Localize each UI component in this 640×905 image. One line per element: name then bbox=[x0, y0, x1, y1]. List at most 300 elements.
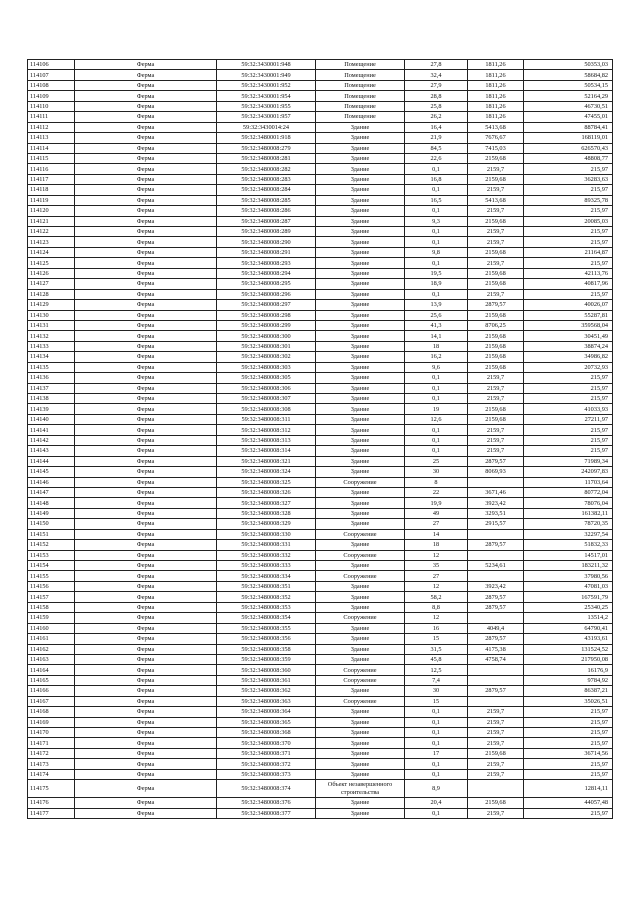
cadastral-number-cell: 59:32:3480001:918 bbox=[217, 133, 316, 143]
table-row bbox=[28, 310, 613, 320]
row-number-cell: 114170 bbox=[28, 728, 75, 738]
cadastral-number-cell: 59:32:3480008:327 bbox=[217, 498, 316, 508]
area-cell: 14,1 bbox=[405, 331, 468, 341]
object-type-cell: Здание bbox=[316, 362, 405, 372]
cadastral-value-cell: 215,97 bbox=[524, 425, 613, 435]
unit-value-cell: 5413,68 bbox=[468, 122, 524, 132]
cadastral-value-cell: 215,97 bbox=[524, 206, 613, 216]
table-body bbox=[28, 60, 613, 819]
cadastral-number-cell: 59:32:3480008:364 bbox=[217, 707, 316, 717]
area-cell: 25,8 bbox=[405, 101, 468, 111]
object-type-cell: Объект незавершенного строительства bbox=[316, 780, 405, 798]
row-number-cell: 114159 bbox=[28, 613, 75, 623]
cadastral-number-cell: 59:32:3480008:328 bbox=[217, 508, 316, 518]
object-type-cell: Здание bbox=[316, 508, 405, 518]
row-number-cell: 114109 bbox=[28, 91, 75, 101]
unit-value-cell: 2159,7 bbox=[468, 206, 524, 216]
unit-value-cell: 4049,4 bbox=[468, 623, 524, 633]
object-type-cell: Здание bbox=[316, 310, 405, 320]
unit-value-cell: 2159,68 bbox=[468, 404, 524, 414]
cadastral-number-cell: 59:32:3480008:371 bbox=[217, 748, 316, 758]
row-number-cell: 114148 bbox=[28, 498, 75, 508]
area-cell: 21,9 bbox=[405, 133, 468, 143]
table-row bbox=[28, 798, 613, 808]
cadastral-value-cell: 215,97 bbox=[524, 707, 613, 717]
row-number-cell: 114106 bbox=[28, 60, 75, 70]
object-name-cell: Ферма bbox=[75, 80, 217, 90]
object-type-cell: Здание bbox=[316, 602, 405, 612]
row-number-cell: 114133 bbox=[28, 341, 75, 351]
cadastral-value-cell: 21164,87 bbox=[524, 247, 613, 257]
object-name-cell: Ферма bbox=[75, 414, 217, 424]
cadastral-number-cell: 59:32:3480008:361 bbox=[217, 675, 316, 685]
object-name-cell: Ферма bbox=[75, 717, 217, 727]
document-page bbox=[27, 59, 612, 819]
object-name-cell: Ферма bbox=[75, 122, 217, 132]
table-row bbox=[28, 206, 613, 216]
cadastral-value-cell: 215,97 bbox=[524, 394, 613, 404]
cadastral-number-cell: 59:32:3480008:329 bbox=[217, 519, 316, 529]
cadastral-value-cell: 78720,35 bbox=[524, 519, 613, 529]
object-type-cell: Сооружение bbox=[316, 613, 405, 623]
cadastral-value-cell: 626570,43 bbox=[524, 143, 613, 153]
object-name-cell: Ферма bbox=[75, 696, 217, 706]
object-name-cell: Ферма bbox=[75, 227, 217, 237]
object-name-cell: Ферма bbox=[75, 581, 217, 591]
object-type-cell: Помещение bbox=[316, 60, 405, 70]
area-cell: 0,1 bbox=[405, 759, 468, 769]
table-row bbox=[28, 665, 613, 675]
object-type-cell: Здание bbox=[316, 404, 405, 414]
cadastral-value-cell: 215,97 bbox=[524, 164, 613, 174]
object-name-cell: Ферма bbox=[75, 728, 217, 738]
unit-value-cell: 2879,57 bbox=[468, 540, 524, 550]
table-row bbox=[28, 686, 613, 696]
cadastral-number-cell: 59:32:3480008:289 bbox=[217, 227, 316, 237]
object-type-cell: Здание bbox=[316, 759, 405, 769]
unit-value-cell: 2159,7 bbox=[468, 383, 524, 393]
table-row bbox=[28, 122, 613, 132]
table-row bbox=[28, 331, 613, 341]
object-name-cell: Ферма bbox=[75, 644, 217, 654]
cadastral-value-cell: 52164,29 bbox=[524, 91, 613, 101]
object-name-cell: Ферма bbox=[75, 112, 217, 122]
cadastral-number-cell: 59:32:3480008:362 bbox=[217, 686, 316, 696]
table-row bbox=[28, 571, 613, 581]
cadastral-number-cell: 59:32:3480008:363 bbox=[217, 696, 316, 706]
unit-value-cell: 4175,38 bbox=[468, 644, 524, 654]
object-type-cell: Здание bbox=[316, 133, 405, 143]
row-number-cell: 114154 bbox=[28, 561, 75, 571]
cadastral-number-cell: 59:32:3480008:321 bbox=[217, 456, 316, 466]
cadastral-number-cell: 59:32:3430001:957 bbox=[217, 112, 316, 122]
object-type-cell: Здание bbox=[316, 164, 405, 174]
cadastral-value-cell: 64790,41 bbox=[524, 623, 613, 633]
cadastral-number-cell: 59:32:3480008:312 bbox=[217, 425, 316, 435]
object-name-cell: Ферма bbox=[75, 634, 217, 644]
object-name-cell: Ферма bbox=[75, 164, 217, 174]
unit-value-cell bbox=[468, 477, 524, 487]
table-row bbox=[28, 592, 613, 602]
unit-value-cell: 3923,42 bbox=[468, 581, 524, 591]
unit-value-cell: 2159,7 bbox=[468, 227, 524, 237]
object-type-cell: Здание bbox=[316, 686, 405, 696]
cadastral-number-cell: 59:32:3480008:286 bbox=[217, 206, 316, 216]
unit-value-cell: 2159,68 bbox=[468, 310, 524, 320]
table-row bbox=[28, 425, 613, 435]
cadastral-number-cell: 59:32:3480008:376 bbox=[217, 798, 316, 808]
row-number-cell: 114108 bbox=[28, 80, 75, 90]
table-row bbox=[28, 550, 613, 560]
object-type-cell: Здание bbox=[316, 394, 405, 404]
cadastral-value-cell: 20085,03 bbox=[524, 216, 613, 226]
cadastral-value-cell: 215,97 bbox=[524, 373, 613, 383]
table-row bbox=[28, 247, 613, 257]
table-row bbox=[28, 320, 613, 330]
row-number-cell: 114168 bbox=[28, 707, 75, 717]
cadastral-number-cell: 59:32:3480008:281 bbox=[217, 153, 316, 163]
cadastral-value-cell: 27211,97 bbox=[524, 414, 613, 424]
area-cell: 19 bbox=[405, 404, 468, 414]
cadastral-number-cell: 59:32:3480008:358 bbox=[217, 644, 316, 654]
object-name-cell: Ферма bbox=[75, 394, 217, 404]
area-cell: 16,2 bbox=[405, 352, 468, 362]
cadastral-value-cell: 47455,01 bbox=[524, 112, 613, 122]
object-name-cell: Ферма bbox=[75, 748, 217, 758]
cadastral-value-cell: 215,97 bbox=[524, 769, 613, 779]
area-cell: 25 bbox=[405, 456, 468, 466]
cadastral-number-cell: 59:32:3480008:294 bbox=[217, 268, 316, 278]
object-type-cell: Здание bbox=[316, 216, 405, 226]
object-name-cell: Ферма bbox=[75, 341, 217, 351]
table-row bbox=[28, 268, 613, 278]
object-type-cell: Здание bbox=[316, 487, 405, 497]
cadastral-value-cell: 34986,82 bbox=[524, 352, 613, 362]
object-type-cell: Помещение bbox=[316, 91, 405, 101]
row-number-cell: 114124 bbox=[28, 247, 75, 257]
table-row bbox=[28, 101, 613, 111]
area-cell: 0,1 bbox=[405, 383, 468, 393]
row-number-cell: 114146 bbox=[28, 477, 75, 487]
area-cell: 0,1 bbox=[405, 707, 468, 717]
table-row bbox=[28, 581, 613, 591]
unit-value-cell: 2879,57 bbox=[468, 634, 524, 644]
object-type-cell: Здание bbox=[316, 320, 405, 330]
row-number-cell: 114172 bbox=[28, 748, 75, 758]
area-cell: 14 bbox=[405, 529, 468, 539]
area-cell: 25,6 bbox=[405, 310, 468, 320]
row-number-cell: 114153 bbox=[28, 550, 75, 560]
object-type-cell: Здание bbox=[316, 644, 405, 654]
cadastral-value-cell: 32297,54 bbox=[524, 529, 613, 539]
unit-value-cell: 2159,7 bbox=[468, 728, 524, 738]
unit-value-cell: 2159,68 bbox=[468, 279, 524, 289]
object-name-cell: Ферма bbox=[75, 665, 217, 675]
table-row bbox=[28, 707, 613, 717]
area-cell: 8,9 bbox=[405, 780, 468, 798]
unit-value-cell: 2159,68 bbox=[468, 216, 524, 226]
cadastral-number-cell: 59:32:3480008:331 bbox=[217, 540, 316, 550]
area-cell: 30 bbox=[405, 686, 468, 696]
object-name-cell: Ферма bbox=[75, 456, 217, 466]
cadastral-value-cell: 183211,32 bbox=[524, 561, 613, 571]
cadastral-number-cell: 59:32:3480008:302 bbox=[217, 352, 316, 362]
area-cell: 26,2 bbox=[405, 112, 468, 122]
area-cell: 32,4 bbox=[405, 70, 468, 80]
unit-value-cell bbox=[468, 696, 524, 706]
area-cell: 16 bbox=[405, 623, 468, 633]
table-row bbox=[28, 279, 613, 289]
object-name-cell: Ферма bbox=[75, 404, 217, 414]
cadastral-number-cell: 59:32:3480008:325 bbox=[217, 477, 316, 487]
unit-value-cell: 1811,26 bbox=[468, 60, 524, 70]
cadastral-value-cell: 167591,79 bbox=[524, 592, 613, 602]
unit-value-cell: 2159,7 bbox=[468, 808, 524, 818]
table-row bbox=[28, 133, 613, 143]
table-row bbox=[28, 153, 613, 163]
cadastral-number-cell: 59:32:3480008:307 bbox=[217, 394, 316, 404]
area-cell: 27 bbox=[405, 571, 468, 581]
object-name-cell: Ферма bbox=[75, 477, 217, 487]
table-row bbox=[28, 623, 613, 633]
unit-value-cell: 2159,68 bbox=[468, 341, 524, 351]
unit-value-cell: 3671,46 bbox=[468, 487, 524, 497]
object-type-cell: Сооружение bbox=[316, 696, 405, 706]
row-number-cell: 114121 bbox=[28, 216, 75, 226]
object-type-cell: Здание bbox=[316, 435, 405, 445]
unit-value-cell: 4758,74 bbox=[468, 654, 524, 664]
cadastral-number-cell: 59:32:3480008:353 bbox=[217, 602, 316, 612]
area-cell: 0,1 bbox=[405, 258, 468, 268]
object-name-cell: Ферма bbox=[75, 675, 217, 685]
object-name-cell: Ферма bbox=[75, 216, 217, 226]
cadastral-value-cell: 215,97 bbox=[524, 227, 613, 237]
unit-value-cell: 8706,25 bbox=[468, 320, 524, 330]
object-name-cell: Ферма bbox=[75, 133, 217, 143]
area-cell: 0,1 bbox=[405, 446, 468, 456]
object-type-cell: Здание bbox=[316, 153, 405, 163]
cadastral-number-cell: 59:32:3480008:301 bbox=[217, 341, 316, 351]
table-row bbox=[28, 634, 613, 644]
row-number-cell: 114135 bbox=[28, 362, 75, 372]
area-cell: 9,3 bbox=[405, 216, 468, 226]
cadastral-value-cell: 215,97 bbox=[524, 717, 613, 727]
unit-value-cell bbox=[468, 665, 524, 675]
object-type-cell: Сооружение bbox=[316, 529, 405, 539]
object-name-cell: Ферма bbox=[75, 289, 217, 299]
object-name-cell: Ферма bbox=[75, 540, 217, 550]
object-name-cell: Ферма bbox=[75, 686, 217, 696]
table-row bbox=[28, 780, 613, 798]
table-row bbox=[28, 70, 613, 80]
unit-value-cell bbox=[468, 550, 524, 560]
table-row bbox=[28, 174, 613, 184]
row-number-cell: 114128 bbox=[28, 289, 75, 299]
area-cell: 28,8 bbox=[405, 91, 468, 101]
object-type-cell: Сооружение bbox=[316, 550, 405, 560]
cadastral-value-cell: 215,97 bbox=[524, 185, 613, 195]
row-number-cell: 114112 bbox=[28, 122, 75, 132]
cadastral-number-cell: 59:32:3480008:300 bbox=[217, 331, 316, 341]
cadastral-number-cell: 59:32:3480008:334 bbox=[217, 571, 316, 581]
object-type-cell: Помещение bbox=[316, 70, 405, 80]
cadastral-value-cell: 89325,78 bbox=[524, 195, 613, 205]
cadastral-value-cell: 215,97 bbox=[524, 435, 613, 445]
object-type-cell: Здание bbox=[316, 237, 405, 247]
object-name-cell: Ферма bbox=[75, 446, 217, 456]
row-number-cell: 114175 bbox=[28, 780, 75, 798]
object-type-cell: Здание bbox=[316, 728, 405, 738]
unit-value-cell: 2159,7 bbox=[468, 289, 524, 299]
object-name-cell: Ферма bbox=[75, 561, 217, 571]
object-name-cell: Ферма bbox=[75, 592, 217, 602]
row-number-cell: 114131 bbox=[28, 320, 75, 330]
unit-value-cell: 2159,68 bbox=[468, 362, 524, 372]
cadastral-number-cell: 59:32:3480008:332 bbox=[217, 550, 316, 560]
cadastral-value-cell: 36714,56 bbox=[524, 748, 613, 758]
row-number-cell: 114143 bbox=[28, 446, 75, 456]
object-type-cell: Здание bbox=[316, 122, 405, 132]
cadastral-value-cell: 86387,21 bbox=[524, 686, 613, 696]
cadastral-value-cell: 35026,51 bbox=[524, 696, 613, 706]
area-cell: 12 bbox=[405, 550, 468, 560]
row-number-cell: 114110 bbox=[28, 101, 75, 111]
table-row bbox=[28, 289, 613, 299]
object-name-cell: Ферма bbox=[75, 529, 217, 539]
unit-value-cell: 2159,7 bbox=[468, 769, 524, 779]
unit-value-cell: 2159,68 bbox=[468, 748, 524, 758]
row-number-cell: 114174 bbox=[28, 769, 75, 779]
object-type-cell: Сооружение bbox=[316, 665, 405, 675]
cadastral-number-cell: 59:32:3430001:952 bbox=[217, 80, 316, 90]
unit-value-cell: 2159,7 bbox=[468, 258, 524, 268]
area-cell: 0,1 bbox=[405, 394, 468, 404]
cadastral-value-cell: 40026,07 bbox=[524, 300, 613, 310]
table-row bbox=[28, 362, 613, 372]
row-number-cell: 114138 bbox=[28, 394, 75, 404]
object-type-cell: Здание bbox=[316, 519, 405, 529]
object-name-cell: Ферма bbox=[75, 279, 217, 289]
object-name-cell: Ферма bbox=[75, 602, 217, 612]
object-type-cell: Здание bbox=[316, 331, 405, 341]
row-number-cell: 114130 bbox=[28, 310, 75, 320]
area-cell: 16,5 bbox=[405, 195, 468, 205]
cadastral-number-cell: 59:32:3480008:355 bbox=[217, 623, 316, 633]
object-name-cell: Ферма bbox=[75, 654, 217, 664]
area-cell: 30 bbox=[405, 467, 468, 477]
table-row bbox=[28, 477, 613, 487]
unit-value-cell: 7415,03 bbox=[468, 143, 524, 153]
cadastral-number-cell: 59:32:3480008:354 bbox=[217, 613, 316, 623]
row-number-cell: 114140 bbox=[28, 414, 75, 424]
row-number-cell: 114125 bbox=[28, 258, 75, 268]
row-number-cell: 114155 bbox=[28, 571, 75, 581]
unit-value-cell: 2915,57 bbox=[468, 519, 524, 529]
area-cell: 0,1 bbox=[405, 185, 468, 195]
unit-value-cell: 1811,26 bbox=[468, 101, 524, 111]
row-number-cell: 114117 bbox=[28, 174, 75, 184]
cadastral-number-cell: 59:32:3480008:360 bbox=[217, 665, 316, 675]
unit-value-cell: 2159,7 bbox=[468, 237, 524, 247]
object-name-cell: Ферма bbox=[75, 808, 217, 818]
unit-value-cell: 1811,26 bbox=[468, 80, 524, 90]
object-type-cell: Здание bbox=[316, 206, 405, 216]
area-cell: 45,8 bbox=[405, 654, 468, 664]
cadastral-number-cell: 59:32:3480008:295 bbox=[217, 279, 316, 289]
cadastral-number-cell: 59:32:3480008:284 bbox=[217, 185, 316, 195]
row-number-cell: 114119 bbox=[28, 195, 75, 205]
row-number-cell: 114132 bbox=[28, 331, 75, 341]
area-cell: 17 bbox=[405, 748, 468, 758]
unit-value-cell: 2159,68 bbox=[468, 352, 524, 362]
object-name-cell: Ферма bbox=[75, 258, 217, 268]
object-name-cell: Ферма bbox=[75, 352, 217, 362]
object-type-cell: Здание bbox=[316, 540, 405, 550]
cadastral-number-cell: 59:32:3480008:299 bbox=[217, 320, 316, 330]
cadastral-number-cell: 59:32:3480008:373 bbox=[217, 769, 316, 779]
cadastral-number-cell: 59:32:3480008:306 bbox=[217, 383, 316, 393]
cadastral-value-cell: 36283,63 bbox=[524, 174, 613, 184]
row-number-cell: 114162 bbox=[28, 644, 75, 654]
cadastral-value-cell: 217950,08 bbox=[524, 654, 613, 664]
object-name-cell: Ферма bbox=[75, 320, 217, 330]
area-cell: 16,4 bbox=[405, 122, 468, 132]
cadastral-value-cell: 215,97 bbox=[524, 237, 613, 247]
table-row bbox=[28, 769, 613, 779]
row-number-cell: 114137 bbox=[28, 383, 75, 393]
unit-value-cell: 2159,68 bbox=[468, 414, 524, 424]
cadastral-value-cell: 215,97 bbox=[524, 728, 613, 738]
cadastral-value-cell: 20732,93 bbox=[524, 362, 613, 372]
object-type-cell: Здание bbox=[316, 373, 405, 383]
area-cell: 12,6 bbox=[405, 414, 468, 424]
object-type-cell: Сооружение bbox=[316, 477, 405, 487]
object-type-cell: Здание bbox=[316, 195, 405, 205]
table-row bbox=[28, 759, 613, 769]
object-name-cell: Ферма bbox=[75, 185, 217, 195]
table-row bbox=[28, 185, 613, 195]
area-cell: 9,6 bbox=[405, 362, 468, 372]
cadastral-number-cell: 59:32:3480008:370 bbox=[217, 738, 316, 748]
object-type-cell: Здание bbox=[316, 561, 405, 571]
area-cell: 49 bbox=[405, 508, 468, 518]
unit-value-cell: 1811,26 bbox=[468, 91, 524, 101]
table-row bbox=[28, 80, 613, 90]
unit-value-cell: 1811,26 bbox=[468, 70, 524, 80]
object-name-cell: Ферма bbox=[75, 425, 217, 435]
cadastral-number-cell: 59:32:3430001:955 bbox=[217, 101, 316, 111]
cadastral-value-cell: 215,97 bbox=[524, 808, 613, 818]
table-row bbox=[28, 143, 613, 153]
unit-value-cell: 2159,7 bbox=[468, 394, 524, 404]
table-row bbox=[28, 164, 613, 174]
unit-value-cell: 2159,68 bbox=[468, 798, 524, 808]
object-type-cell: Здание bbox=[316, 654, 405, 664]
object-name-cell: Ферма bbox=[75, 769, 217, 779]
object-name-cell: Ферма bbox=[75, 519, 217, 529]
cadastral-value-cell: 71989,34 bbox=[524, 456, 613, 466]
cadastral-number-cell: 59:32:3480008:283 bbox=[217, 174, 316, 184]
object-name-cell: Ферма bbox=[75, 738, 217, 748]
cadastral-value-cell: 11703,64 bbox=[524, 477, 613, 487]
object-name-cell: Ферма bbox=[75, 331, 217, 341]
object-type-cell: Здание bbox=[316, 268, 405, 278]
object-name-cell: Ферма bbox=[75, 550, 217, 560]
table-row bbox=[28, 394, 613, 404]
object-name-cell: Ферма bbox=[75, 101, 217, 111]
cadastral-value-cell: 215,97 bbox=[524, 258, 613, 268]
object-type-cell: Здание bbox=[316, 425, 405, 435]
